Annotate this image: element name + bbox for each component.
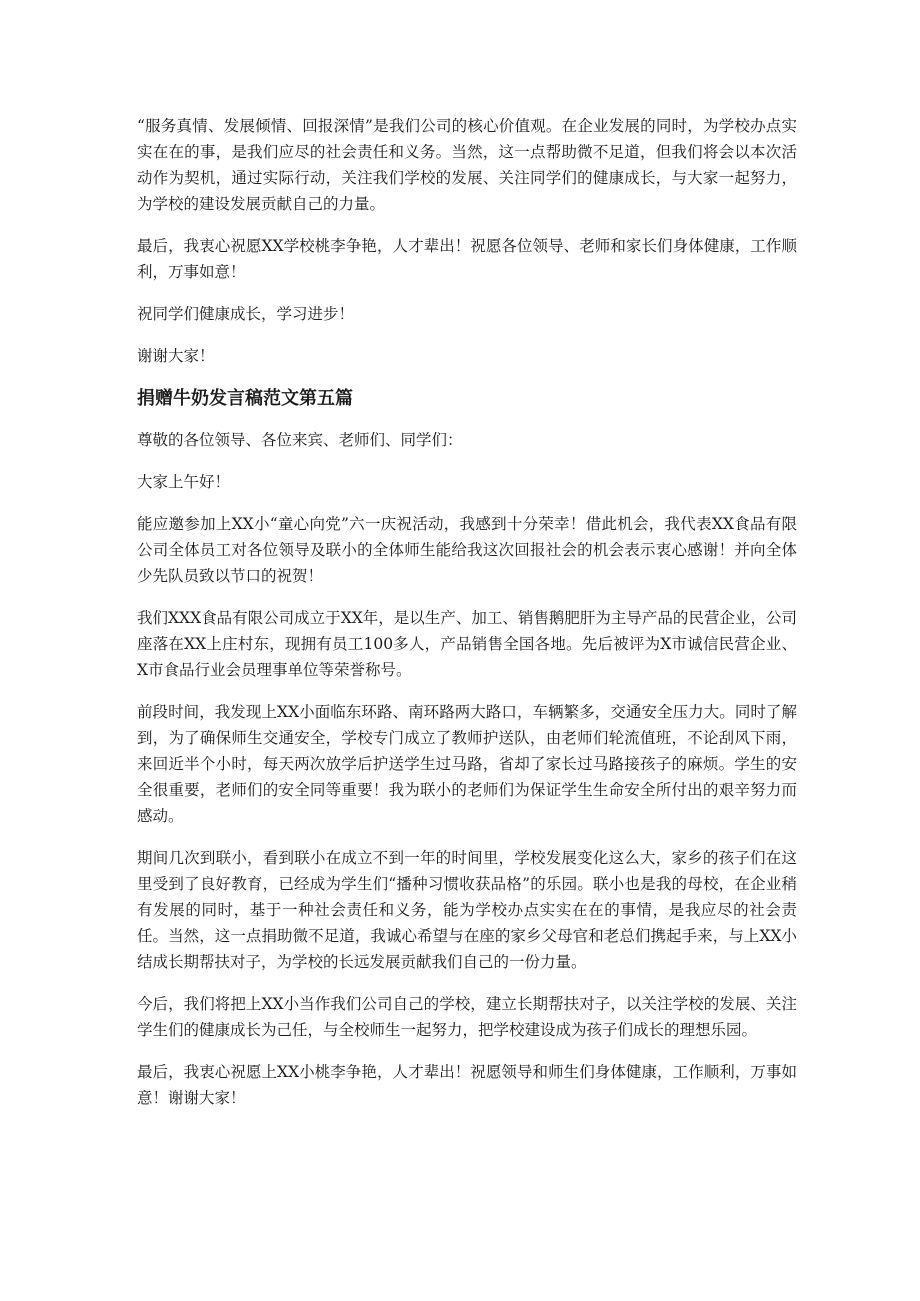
paragraph-final-wishes: 最后，我衷心祝愿上XX小桃李争艳，人才辈出！祝愿领导和师生们身体健康，工作顺利，万事如意！谢谢大家！ [137, 1063, 797, 1107]
paragraph-opening: 能应邀参加上XX小“童心向党”六一庆祝活动，我感到十分荣幸！借此机会，我代表XX食品有限公司全体员工对各位领导及联小的全体师生能给我这次回报社会的机会表示衷心感谢！并向全体少先队员致以节口的祝贺！ [137, 515, 797, 585]
paragraph-future-support: 今后，我们将把上XX小当作我们公司自己的学校，建立长期帮扶对子，以关注学校的发展、关注学生们的健康成长为己任，与全校师生一起努力，把学校建设成为孩子们成长的理想乐园。 [137, 995, 797, 1039]
paragraph-greeting: 大家上午好！ [137, 473, 231, 491]
paragraph-school-visit: 期间几次到联小，看到联小在成立不到一年的时间里，学校发展变化这么大，家乡的孩子们在这里受到了良好教育，已经成为学生们“播种习惯收获品格”的乐园。联小也是我的母校，在企业稍有发展的同时，基于一种社会责任和义务，能为学校办点实实在在的事情，是我应尽的社会责任。当然，这一点捐助微不足道，我诚心希望与在座的家乡父母官和老总们携起手来，与上XX小结成长期帮扶对子，为学校的长远发展贡献我们自己的一份力量。 [137, 849, 797, 971]
paragraph-traffic-safety: 前段时间，我发现上XX小面临东环路、南环路两大路口，车辆繁多，交通安全压力大。同时了解到，为了确保师生交通安全，学校专门成立了教师护送队，由老师们轮流值班，不论刮风下雨，来回近半个小时，每天两次放学后护送学生过马路，省却了家长过马路接孩子的麻烦。学生的安全很重要，老师们的安全同等重要！我为联小的老师们为保证学生生命安全所付出的艰辛努力而感动。 [137, 703, 797, 825]
paragraph-student-wishes: 祝同学们健康成长，学习进步！ [137, 305, 355, 323]
paragraph-company-intro: 我们XXX食品有限公司成立于XX年，是以生产、加工、销售鹅肥肝为主导产品的民营企业，公司座落在XX上庄村东，现拥有员工100多人，产品销售全国各地。先后被评为X市诚信民营企业、X市食品行业会员理事单位等荣誉称号。 [137, 609, 797, 679]
document-body [137, 113, 797, 1127]
paragraph-closing-wishes: 最后，我衷心祝愿XX学校桃李争艳，人才辈出！祝愿各位领导、老师和家长们身体健康，工作顺利，万事如意！ [137, 237, 797, 281]
paragraph-thanks: 谢谢大家！ [137, 347, 215, 365]
paragraph-salutation: 尊敬的各位领导、各位来宾、老师们、同学们： [137, 431, 463, 449]
section-title: 捐赠牛奶发言稿范文第五篇 [137, 388, 353, 409]
paragraph-core-values: “服务真情、发展倾情、回报深情”是我们公司的核心价值观。在企业发展的同时，为学校办点实实在在的事，是我们应尽的社会责任和义务。当然，这一点帮助微不足道，但我们将会以本次活动作为契机，通过实际行动，关注我们学校的发展、关注同学们的健康成长，与大家一起努力，为学校的建设发展贡献自己的力量。 [137, 117, 797, 213]
